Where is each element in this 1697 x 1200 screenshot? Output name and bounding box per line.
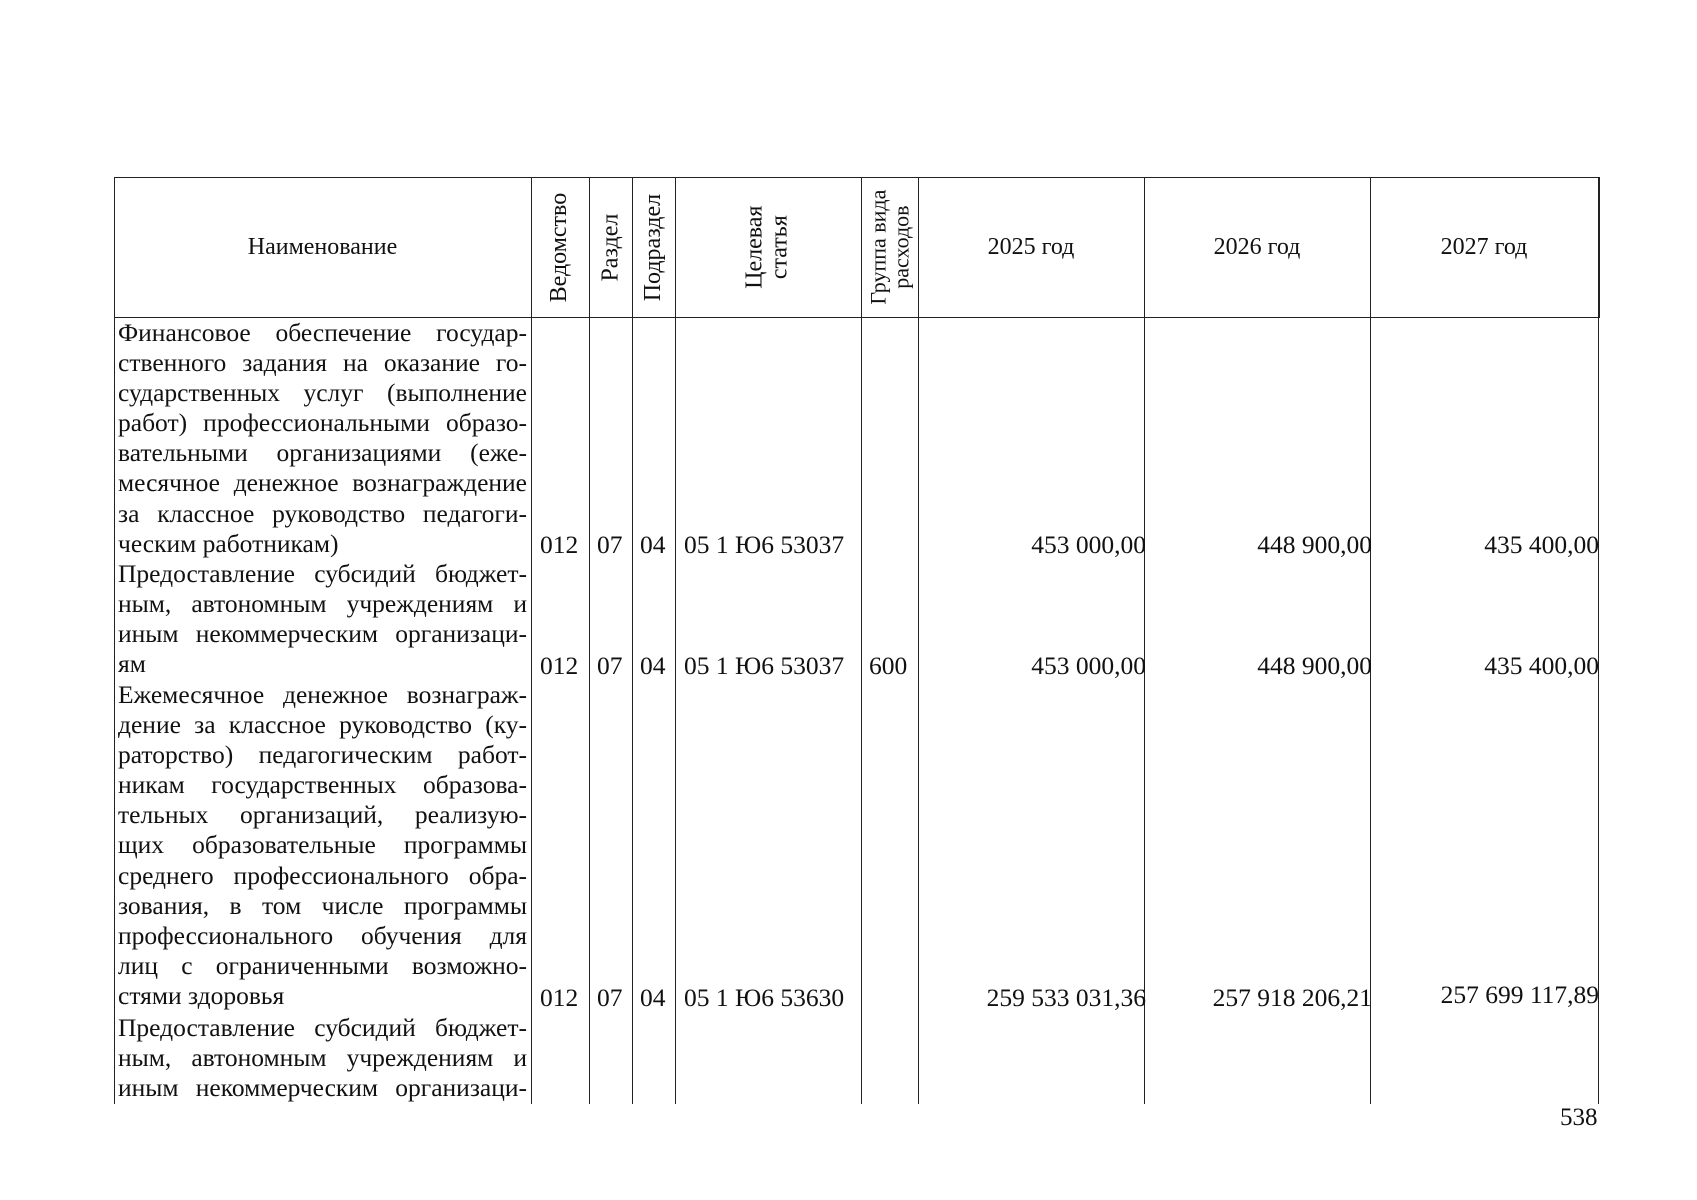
cell-2025: 259 533 031,36 <box>986 983 1146 1012</box>
name-line: щих образовательные программы <box>118 830 527 860</box>
header-vedomstvo-label: Ведомство <box>546 192 573 303</box>
page-number: 538 <box>1560 1104 1598 1131</box>
name-line: работ) профессиональными образо- <box>118 408 527 438</box>
name-line: ческим работникам) <box>118 528 339 558</box>
cell-podrazdel: 04 <box>640 983 666 1012</box>
header-group-line1: Группа вида <box>865 190 891 305</box>
table-row-name <box>118 559 527 679</box>
cell-razdel: 07 <box>597 530 623 559</box>
name-line: среднего профессионального обра- <box>118 860 527 890</box>
name-line: Предоставление субсидий бюджет- <box>118 559 527 588</box>
name-line: вательными организациями (еже- <box>118 438 527 468</box>
cell-2025: 453 000,00 <box>1031 530 1146 559</box>
name-line: ственного задания на оказание го- <box>118 348 527 378</box>
name-line: иным некоммерческим организаци- <box>118 1073 527 1103</box>
header-group-label <box>866 190 912 305</box>
header-razdel <box>589 177 632 318</box>
header-target-line1: Целевая <box>741 205 768 290</box>
name-line: сударственных услуг (выполнение <box>118 378 527 408</box>
header-name-label: Наименование <box>247 233 398 260</box>
cell-2027: 257 699 117,89 <box>1440 980 1599 1009</box>
cell-vedomstvo: 012 <box>540 530 579 559</box>
cell-target: 05 1 Ю6 53037 <box>684 530 845 559</box>
name-line: ям <box>118 649 146 679</box>
cell-podrazdel: 04 <box>640 651 666 680</box>
header-target <box>675 177 861 318</box>
name-line: профессионального обучения для <box>118 920 527 950</box>
name-line: стями здоровья <box>118 980 285 1010</box>
header-razdel-label: Раздел <box>596 213 623 282</box>
header-2026 <box>1144 177 1370 318</box>
cell-2027: 435 400,00 <box>1484 530 1599 559</box>
name-line: лиц с ограниченными возможно- <box>118 950 527 980</box>
name-line: Предоставление субсидий бюджет- <box>118 1013 527 1042</box>
table-row-name <box>118 1013 527 1103</box>
table-left-border <box>114 317 115 1104</box>
cell-target: 05 1 Ю6 53037 <box>684 651 845 680</box>
cell-target: 05 1 Ю6 53630 <box>684 983 845 1012</box>
name-line: никам государственных образова- <box>118 770 527 800</box>
cell-podrazdel: 04 <box>640 530 666 559</box>
header-2027 <box>1370 177 1598 318</box>
name-line: зования, в том числе программы <box>118 890 527 920</box>
header-target-line2: статья <box>766 215 793 280</box>
name-line: дение за классное руководство (ку- <box>118 710 527 740</box>
name-line: Финансовое обеспечение государ- <box>118 318 527 347</box>
header-name <box>114 177 531 318</box>
cell-group: 600 <box>869 651 908 680</box>
header-podrazdel <box>632 177 675 318</box>
name-line: тельных организаций, реализую- <box>118 800 527 830</box>
header-group-line2: расходов <box>888 205 914 290</box>
cell-2025: 453 000,00 <box>1031 651 1146 680</box>
name-line: за классное руководство педагоги- <box>118 498 527 528</box>
header-podrazdel-label: Подраздел <box>639 193 666 302</box>
header-group <box>861 177 918 318</box>
header-2025-label: 2025 год <box>987 233 1075 260</box>
col-divider <box>1598 177 1599 1104</box>
header-vedomstvo <box>531 177 589 318</box>
name-line: ным, автономным учреждениям и <box>118 1043 527 1073</box>
header-2026-label: 2026 год <box>1213 233 1301 260</box>
cell-2026: 448 900,00 <box>1257 651 1372 680</box>
table-row-name <box>118 680 527 1011</box>
name-line: раторство) педагогическим работ- <box>118 740 527 770</box>
cell-vedomstvo: 012 <box>540 651 579 680</box>
cell-vedomstvo: 012 <box>540 983 579 1012</box>
header-2025 <box>918 177 1144 318</box>
header-2027-label: 2027 год <box>1440 233 1528 260</box>
cell-2026: 257 918 206,21 <box>1212 983 1372 1012</box>
header-target-label <box>743 206 793 289</box>
cell-2027: 435 400,00 <box>1484 651 1599 680</box>
cell-2026: 448 900,00 <box>1257 530 1372 559</box>
name-line: месячное денежное вознаграждение <box>118 468 527 498</box>
name-line: ным, автономным учреждениям и <box>118 589 527 619</box>
cell-razdel: 07 <box>597 651 623 680</box>
table-row-name <box>118 318 527 559</box>
name-line: иным некоммерческим организаци- <box>118 619 527 649</box>
cell-razdel: 07 <box>597 983 623 1012</box>
name-line: Ежемесячное денежное вознаграж- <box>118 680 527 709</box>
